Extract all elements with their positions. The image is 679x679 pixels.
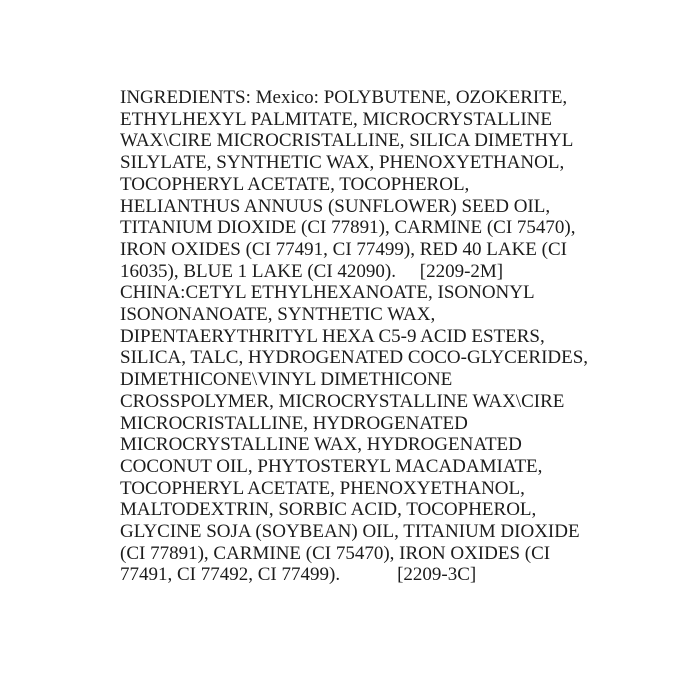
- ingredients-line: GLYCINE SOJA (SOYBEAN) OIL, TITANIUM DIOXIDE: [120, 521, 580, 543]
- ingredients-line: CHINA:CETYL ETHYLHEXANOATE, ISONONYL: [120, 282, 535, 304]
- ingredients-line: TOCOPHERYL ACETATE, TOCOPHEROL,: [120, 173, 470, 195]
- ingredients-line: (CI 77891), CARMINE (CI 75470), IRON OXIDES (CI: [120, 542, 551, 564]
- ingredients-line: IRON OXIDES (CI 77491, CI 77499), RED 40 LAKE (CI: [120, 238, 567, 260]
- ingredients-line: WAX\CIRE MICROCRISTALLINE, SILICA DIMETHYL: [120, 130, 574, 152]
- ingredients-line: HELIANTHUS ANNUUS (SUNFLOWER) SEED OIL,: [120, 195, 551, 217]
- ingredients-line: TITANIUM DIOXIDE (CI 77891), CARMINE (CI 75470),: [120, 217, 576, 239]
- ingredients-line: SILICA, TALC, HYDROGENATED COCO-GLYCERIDES,: [120, 347, 589, 369]
- ingredients-text-block: [120, 87, 595, 586]
- ingredients-line: INGREDIENTS: Mexico: POLYBUTENE, OZOKERITE,: [120, 87, 568, 108]
- ingredients-line: MALTODEXTRIN, SORBIC ACID, TOCOPHEROL,: [120, 499, 537, 521]
- ingredients-line-batch-code-mexico: 16035), BLUE 1 LAKE (CI 42090). [2209-2M]: [120, 260, 504, 282]
- ingredients-line: TOCOPHERYL ACETATE, PHENOXYETHANOL,: [120, 477, 525, 499]
- ingredients-line: ETHYLHEXYL PALMITATE, MICROCRYSTALLINE: [120, 108, 553, 130]
- ingredients-line: COCONUT OIL, PHYTOSTERYL MACADAMIATE,: [120, 455, 543, 477]
- ingredients-line-batch-code-china: 77491, CI 77492, CI 77499). [2209-3C]: [120, 564, 477, 586]
- ingredients-line: MICROCRISTALLINE, HYDROGENATED: [120, 412, 468, 434]
- ingredients-line: DIMETHICONE\VINYL DIMETHICONE: [120, 369, 453, 391]
- ingredients-line: SILYLATE, SYNTHETIC WAX, PHENOXYETHANOL,: [120, 152, 565, 174]
- ingredients-line: DIPENTAERYTHRITYL HEXA C5-9 ACID ESTERS,: [120, 325, 545, 347]
- ingredients-line: ISONONANOATE, SYNTHETIC WAX,: [120, 304, 436, 326]
- ingredients-line: CROSSPOLYMER, MICROCRYSTALLINE WAX\CIRE: [120, 390, 565, 412]
- ingredients-line: MICROCRYSTALLINE WAX, HYDROGENATED: [120, 434, 522, 456]
